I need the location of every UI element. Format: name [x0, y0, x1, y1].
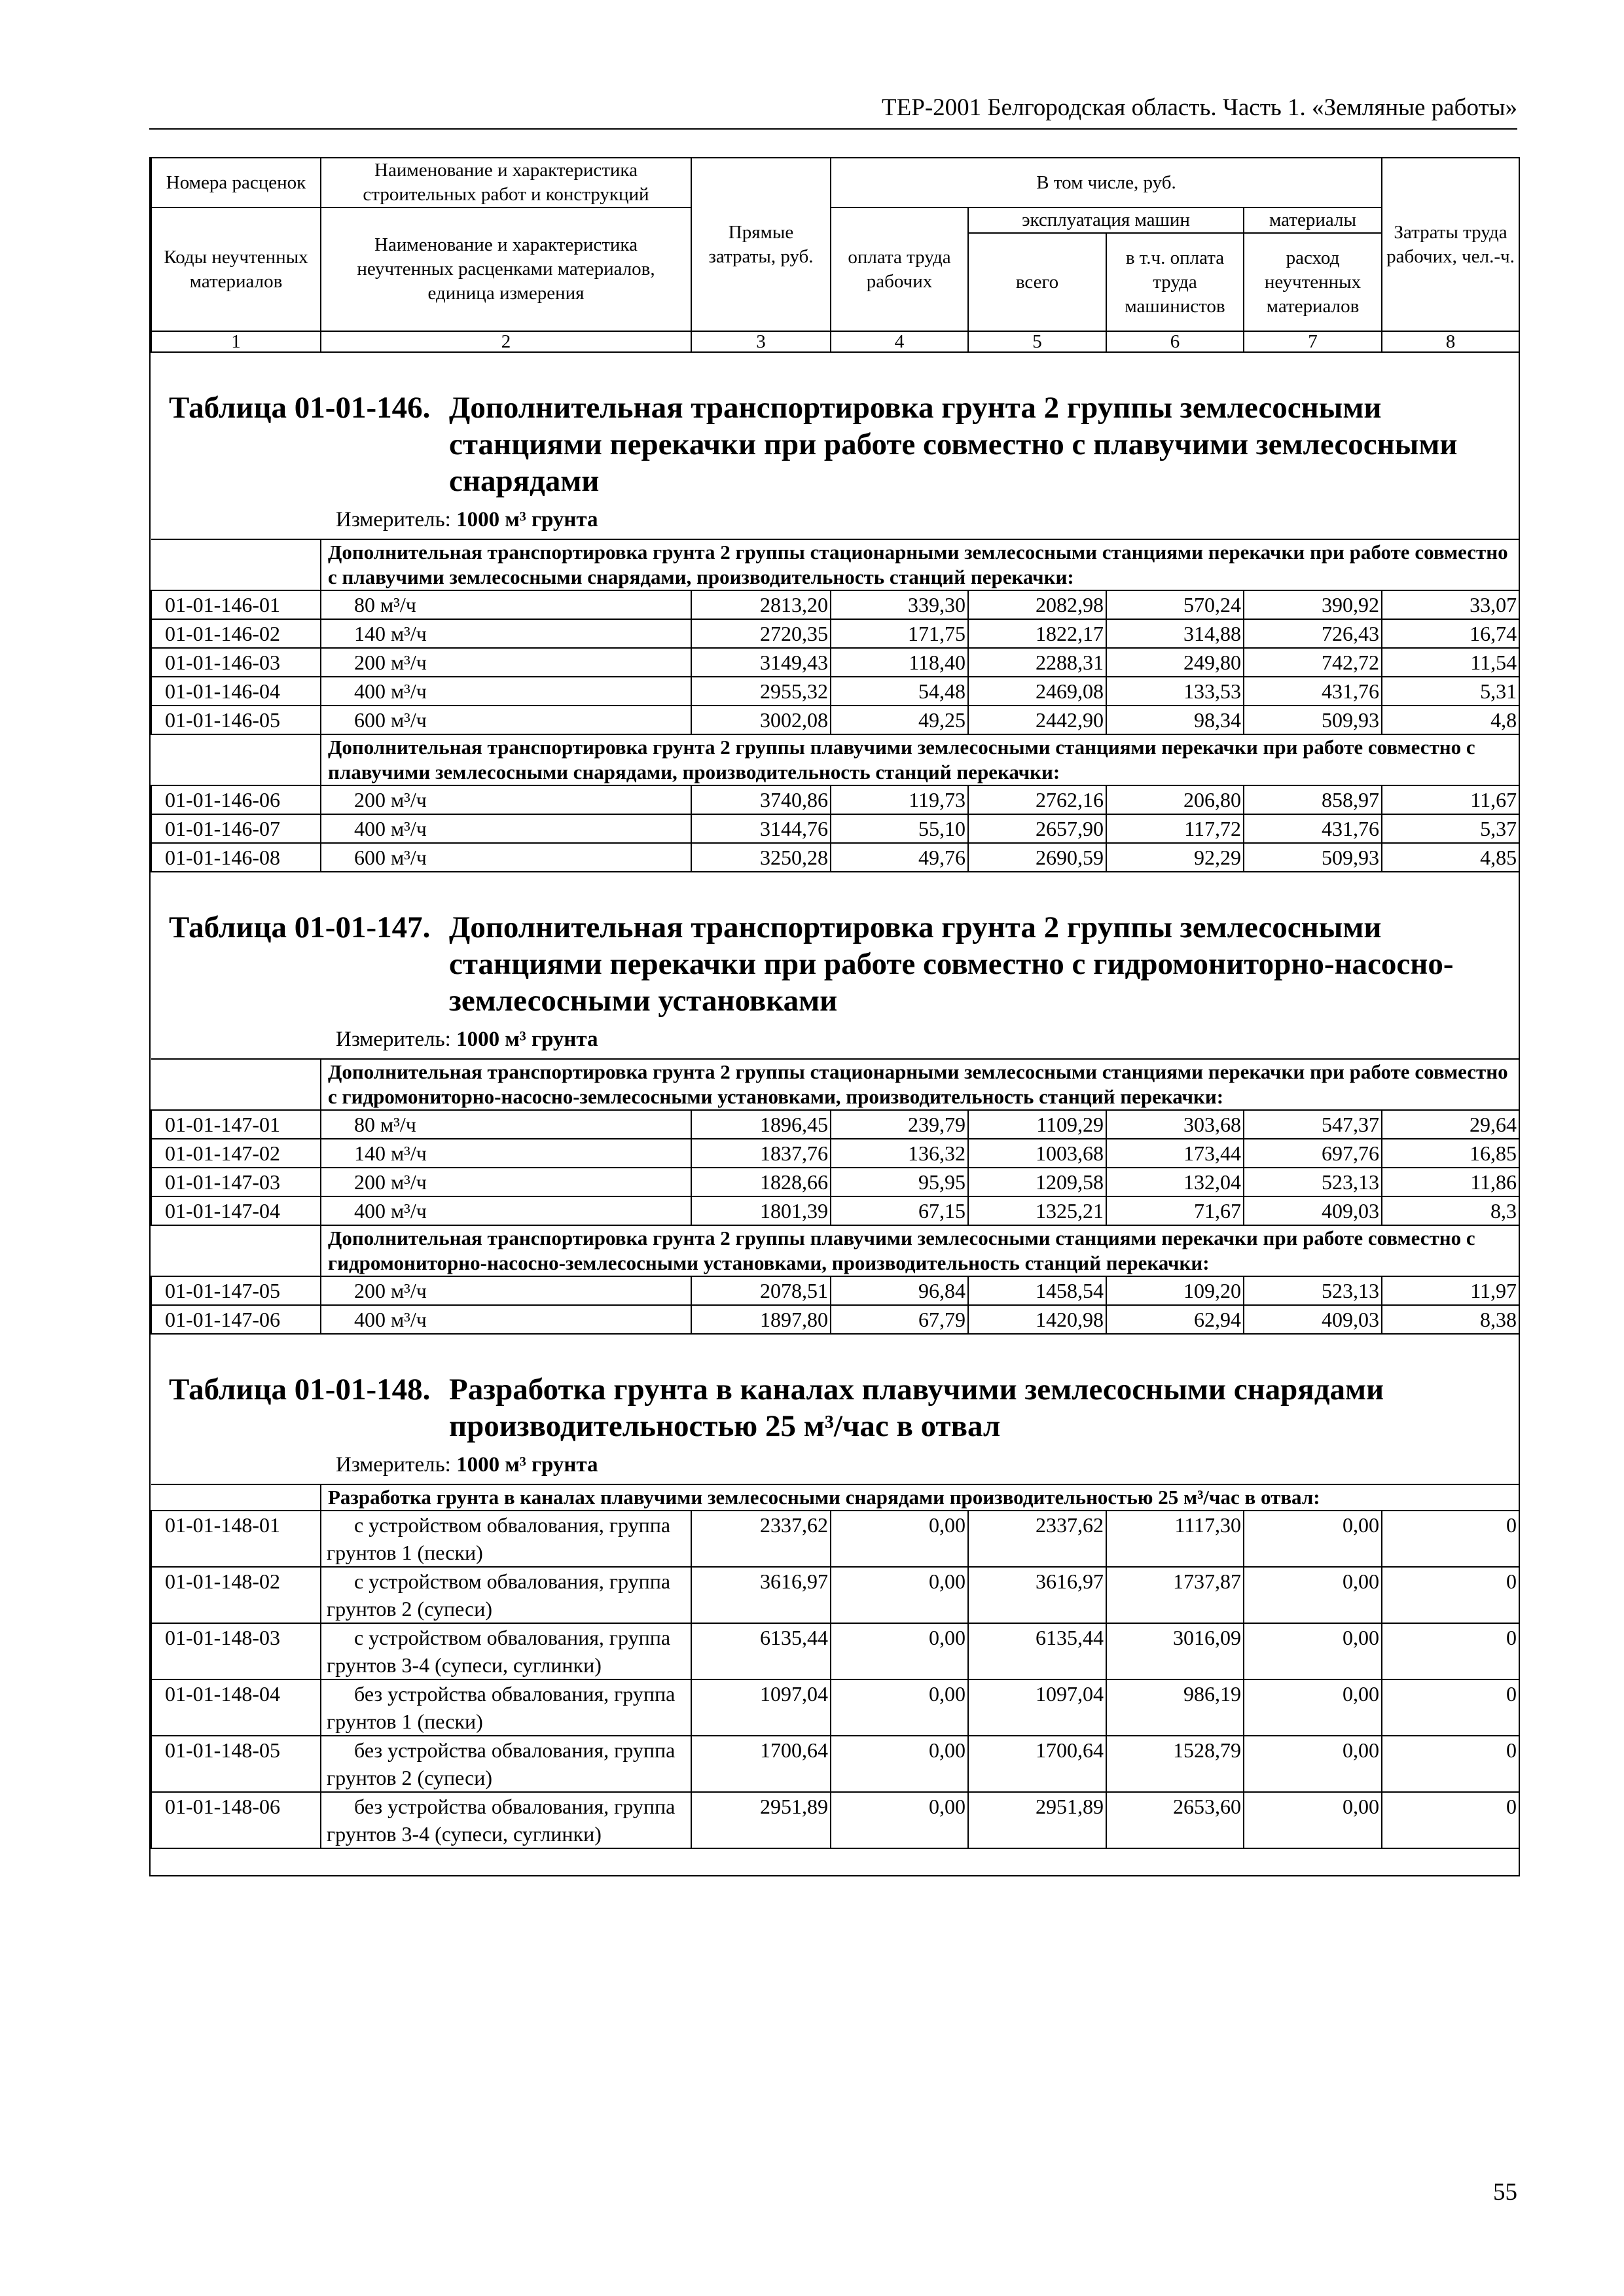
- group-heading-row: [151, 734, 1519, 785]
- header-rule: [149, 128, 1517, 130]
- rate-tables: [151, 353, 1519, 1849]
- table-row: [151, 590, 1519, 619]
- cell-materials: 0,00: [1244, 1792, 1382, 1848]
- rate-table-section: [151, 872, 1519, 1335]
- rate-name: 80 м³/ч: [321, 1110, 691, 1139]
- cell-materials: 697,76: [1244, 1139, 1382, 1168]
- header-machines-total: всего: [968, 233, 1106, 331]
- cell-labor: 0,00: [831, 1511, 968, 1567]
- group-heading: Дополнительная транспортировка грунта 2 группы стационарными землесосными станциями перекачки при работе совместно с гидромониторно-насосно-землесосными установками, производительность станций перекачки:: [321, 1059, 1519, 1110]
- cell-direct: 3149,43: [691, 648, 831, 677]
- cell-materials: 742,72: [1244, 648, 1382, 677]
- cell-drivers: 986,19: [1106, 1679, 1244, 1736]
- header-direct-cost: Прямые затраты, руб.: [691, 158, 831, 331]
- cell-hours: 11,67: [1382, 785, 1519, 814]
- cell-materials: 547,37: [1244, 1110, 1382, 1139]
- cell-machines: 1420,98: [968, 1305, 1106, 1334]
- cell-hours: 11,97: [1382, 1276, 1519, 1305]
- cell-hours: 4,85: [1382, 843, 1519, 872]
- rate-table-section: [151, 1335, 1519, 1849]
- cell-hours: 0: [1382, 1736, 1519, 1792]
- cell-labor: 339,30: [831, 590, 968, 619]
- cell-hours: 0: [1382, 1792, 1519, 1848]
- cell-hours: 16,74: [1382, 619, 1519, 648]
- table-row: [151, 706, 1519, 734]
- group-heading-row: [151, 539, 1519, 590]
- document-sheet: [149, 157, 1520, 1876]
- cell-labor: 239,79: [831, 1110, 968, 1139]
- cell-direct: 1828,66: [691, 1168, 831, 1196]
- rate-name: 200 м³/ч: [321, 785, 691, 814]
- header-material-names: Наименование и характеристика неучтенных расценками материалов, единица измерения: [321, 207, 691, 331]
- cell-materials: 0,00: [1244, 1511, 1382, 1567]
- cell-direct: 1837,76: [691, 1139, 831, 1168]
- column-number: 7: [1244, 331, 1382, 352]
- rate-name: 200 м³/ч: [321, 648, 691, 677]
- cell-machines: 1109,29: [968, 1110, 1106, 1139]
- column-number: 3: [691, 331, 831, 352]
- cell-materials: 726,43: [1244, 619, 1382, 648]
- table-heading: Дополнительная транспортировка грунта 2 группы землесосными станциями перекачки при работе совместно с гидромониторно-насосно-землесосными установками: [449, 910, 1454, 1018]
- cell-materials: 0,00: [1244, 1567, 1382, 1623]
- cell-hours: 0: [1382, 1567, 1519, 1623]
- header-material-codes: Коды неучтенных материалов: [151, 207, 321, 331]
- table-number: Таблица 01-01-148.: [169, 1372, 431, 1407]
- rate-code: 01-01-148-01: [151, 1511, 321, 1567]
- cell-materials: 858,97: [1244, 785, 1382, 814]
- cell-labor: 136,32: [831, 1139, 968, 1168]
- cell-materials: 390,92: [1244, 590, 1382, 619]
- cell-labor: 67,15: [831, 1196, 968, 1225]
- cell-labor: 118,40: [831, 648, 968, 677]
- cell-labor: 49,25: [831, 706, 968, 734]
- cell-machines: 2082,98: [968, 590, 1106, 619]
- table-row: [151, 1276, 1519, 1305]
- cell-drivers: 314,88: [1106, 619, 1244, 648]
- cell-labor: 0,00: [831, 1679, 968, 1736]
- cell-hours: 33,07: [1382, 590, 1519, 619]
- group-heading: Дополнительная транспортировка грунта 2 группы плавучими землесосными станциями перекачки при работе совместно с плавучими землесосными снарядами, производительность станций перекачки:: [321, 734, 1519, 785]
- page-number: 55: [1493, 2179, 1517, 2206]
- group-heading: Дополнительная транспортировка грунта 2 группы стационарными землесосными станциями перекачки при работе совместно с плавучими землесосными снарядами, производительность станций перекачки:: [321, 539, 1519, 590]
- rate-name: без устройства обвалования, группа грунтов 2 (супеси): [321, 1736, 691, 1792]
- measure-value: 1000 м³ грунта: [456, 1453, 598, 1477]
- rate-name: 400 м³/ч: [321, 1305, 691, 1334]
- cell-direct: 1097,04: [691, 1679, 831, 1736]
- cell-hours: 8,3: [1382, 1196, 1519, 1225]
- table-title: [151, 872, 1519, 1026]
- cell-direct: 2813,20: [691, 590, 831, 619]
- table-row: [151, 1168, 1519, 1196]
- table-title: [151, 353, 1519, 506]
- cell-machines: 1209,58: [968, 1168, 1106, 1196]
- cell-materials: 431,76: [1244, 814, 1382, 843]
- table-row: [151, 1196, 1519, 1225]
- rate-code: 01-01-147-03: [151, 1168, 321, 1196]
- table-row: [151, 814, 1519, 843]
- group-heading-spacer: [151, 734, 321, 785]
- cell-labor: 67,79: [831, 1305, 968, 1334]
- cell-drivers: 92,29: [1106, 843, 1244, 872]
- measure-label: Измеритель:: [336, 1028, 451, 1051]
- cell-direct: 2951,89: [691, 1792, 831, 1848]
- cell-machines: 6135,44: [968, 1623, 1106, 1679]
- cell-machines: 1700,64: [968, 1736, 1106, 1792]
- table-row: [151, 1567, 1519, 1623]
- table-row: [151, 677, 1519, 706]
- cell-direct: 6135,44: [691, 1623, 831, 1679]
- column-number: 6: [1106, 331, 1244, 352]
- rate-code: 01-01-148-02: [151, 1567, 321, 1623]
- rate-name: 400 м³/ч: [321, 677, 691, 706]
- table-row: [151, 1679, 1519, 1736]
- cell-labor: 171,75: [831, 619, 968, 648]
- rates-table: [151, 1058, 1520, 1335]
- rate-name: 200 м³/ч: [321, 1276, 691, 1305]
- cell-drivers: 570,24: [1106, 590, 1244, 619]
- cell-direct: 1897,80: [691, 1305, 831, 1334]
- column-number: 5: [968, 331, 1106, 352]
- rate-code: 01-01-146-01: [151, 590, 321, 619]
- table-row: [151, 1110, 1519, 1139]
- group-heading-spacer: [151, 1484, 321, 1511]
- measure-unit: [151, 506, 1519, 539]
- cell-direct: 2337,62: [691, 1511, 831, 1567]
- cell-drivers: 117,72: [1106, 814, 1244, 843]
- cell-materials: 409,03: [1244, 1305, 1382, 1334]
- rates-table: [151, 1484, 1520, 1849]
- cell-direct: 3616,97: [691, 1567, 831, 1623]
- cell-labor: 0,00: [831, 1736, 968, 1792]
- column-number: 1: [151, 331, 321, 352]
- cell-drivers: 62,94: [1106, 1305, 1244, 1334]
- cell-drivers: 1528,79: [1106, 1736, 1244, 1792]
- column-number: 4: [831, 331, 968, 352]
- rates-table: [151, 539, 1520, 872]
- header-labor-pay: оплата труда рабочих: [831, 207, 968, 331]
- cell-drivers: 1737,87: [1106, 1567, 1244, 1623]
- cell-labor: 0,00: [831, 1792, 968, 1848]
- column-header-table: [151, 157, 1520, 353]
- header-names-cell: Наименование и характеристика строительных работ и конструкций: [321, 158, 691, 207]
- cell-hours: 5,37: [1382, 814, 1519, 843]
- cell-labor: 55,10: [831, 814, 968, 843]
- cell-labor: 119,73: [831, 785, 968, 814]
- header-machines: эксплуатация машин: [968, 207, 1244, 233]
- table-heading: Дополнительная транспортировка грунта 2 группы землесосными станциями перекачки при работе совместно с плавучими землесосными снарядами: [449, 391, 1458, 498]
- rate-code: 01-01-146-07: [151, 814, 321, 843]
- cell-materials: 509,93: [1244, 706, 1382, 734]
- cell-drivers: 3016,09: [1106, 1623, 1244, 1679]
- rate-code: 01-01-147-01: [151, 1110, 321, 1139]
- cell-drivers: 133,53: [1106, 677, 1244, 706]
- table-row: [151, 648, 1519, 677]
- measure-label: Измеритель:: [336, 508, 451, 531]
- cell-machines: 1325,21: [968, 1196, 1106, 1225]
- cell-direct: 2078,51: [691, 1276, 831, 1305]
- rate-code: 01-01-146-02: [151, 619, 321, 648]
- cell-direct: 1801,39: [691, 1196, 831, 1225]
- measure-label: Измеритель:: [336, 1453, 451, 1477]
- rate-name: без устройства обвалования, группа грунтов 3-4 (супеси, суглинки): [321, 1792, 691, 1848]
- header-codes-cell: Номера расценок: [151, 158, 321, 207]
- rate-code: 01-01-147-02: [151, 1139, 321, 1168]
- cell-labor: 96,84: [831, 1276, 968, 1305]
- cell-hours: 11,86: [1382, 1168, 1519, 1196]
- cell-hours: 0: [1382, 1623, 1519, 1679]
- group-heading-spacer: [151, 1059, 321, 1110]
- cell-hours: 0: [1382, 1511, 1519, 1567]
- rate-name: 600 м³/ч: [321, 706, 691, 734]
- cell-machines: 2288,31: [968, 648, 1106, 677]
- header-including: В том числе, руб.: [831, 158, 1382, 207]
- group-heading-row: [151, 1225, 1519, 1276]
- cell-machines: 2657,90: [968, 814, 1106, 843]
- cell-machines: 3616,97: [968, 1567, 1106, 1623]
- cell-drivers: 206,80: [1106, 785, 1244, 814]
- cell-labor: 95,95: [831, 1168, 968, 1196]
- running-title: ТЕР-2001 Белгородская область. Часть 1. «Земляные работы»: [882, 94, 1517, 121]
- header-materials-usage: расход неучтенных материалов: [1244, 233, 1382, 331]
- table-row: [151, 1139, 1519, 1168]
- measure-unit: [151, 1026, 1519, 1058]
- cell-drivers: 1117,30: [1106, 1511, 1244, 1567]
- rate-name: без устройства обвалования, группа грунтов 1 (пески): [321, 1679, 691, 1736]
- group-heading: Разработка грунта в каналах плавучими землесосными снарядами производительностью 25 м³/час в отвал:: [321, 1484, 1519, 1511]
- rate-code: 01-01-146-04: [151, 677, 321, 706]
- rate-code: 01-01-146-06: [151, 785, 321, 814]
- table-row: [151, 785, 1519, 814]
- header-materials: материалы: [1244, 207, 1382, 233]
- table-row: [151, 1305, 1519, 1334]
- rate-code: 01-01-146-05: [151, 706, 321, 734]
- cell-labor: 49,76: [831, 843, 968, 872]
- table-row: [151, 1623, 1519, 1679]
- rate-code: 01-01-147-06: [151, 1305, 321, 1334]
- rate-code: 01-01-148-04: [151, 1679, 321, 1736]
- group-heading-row: [151, 1484, 1519, 1511]
- cell-drivers: 71,67: [1106, 1196, 1244, 1225]
- cell-machines: 2442,90: [968, 706, 1106, 734]
- measure-value: 1000 м³ грунта: [456, 1028, 598, 1051]
- table-row: [151, 1736, 1519, 1792]
- cell-labor: 54,48: [831, 677, 968, 706]
- rate-name: с устройством обвалования, группа грунтов 1 (пески): [321, 1511, 691, 1567]
- column-number: 8: [1382, 331, 1519, 352]
- cell-direct: 3740,86: [691, 785, 831, 814]
- measure-value: 1000 м³ грунта: [456, 508, 598, 531]
- rate-code: 01-01-148-06: [151, 1792, 321, 1848]
- rate-code: 01-01-147-05: [151, 1276, 321, 1305]
- rate-table-section: [151, 353, 1519, 872]
- table-row: [151, 1792, 1519, 1848]
- rate-code: 01-01-148-05: [151, 1736, 321, 1792]
- cell-drivers: 173,44: [1106, 1139, 1244, 1168]
- cell-direct: 3144,76: [691, 814, 831, 843]
- cell-materials: 509,93: [1244, 843, 1382, 872]
- rate-name: 140 м³/ч: [321, 619, 691, 648]
- cell-hours: 8,38: [1382, 1305, 1519, 1334]
- cell-hours: 11,54: [1382, 648, 1519, 677]
- cell-hours: 5,31: [1382, 677, 1519, 706]
- cell-materials: 409,03: [1244, 1196, 1382, 1225]
- bottom-gap: [151, 1849, 1519, 1875]
- cell-machines: 2951,89: [968, 1792, 1106, 1848]
- rate-name: с устройством обвалования, группа грунтов 2 (супеси): [321, 1567, 691, 1623]
- rate-code: 01-01-146-08: [151, 843, 321, 872]
- rate-name: 400 м³/ч: [321, 1196, 691, 1225]
- group-heading-row: [151, 1059, 1519, 1110]
- group-heading-spacer: [151, 539, 321, 590]
- table-title: [151, 1335, 1519, 1451]
- cell-materials: 0,00: [1244, 1736, 1382, 1792]
- cell-direct: 3250,28: [691, 843, 831, 872]
- cell-hours: 16,85: [1382, 1139, 1519, 1168]
- cell-machines: 2469,08: [968, 677, 1106, 706]
- column-number: 2: [321, 331, 691, 352]
- header-machinist-pay: в т.ч. оплата труда машинистов: [1106, 233, 1244, 331]
- cell-labor: 0,00: [831, 1567, 968, 1623]
- cell-drivers: 109,20: [1106, 1276, 1244, 1305]
- cell-hours: 0: [1382, 1679, 1519, 1736]
- table-heading: Разработка грунта в каналах плавучими землесосными снарядами производительностью 25 м³/час в отвал: [449, 1372, 1384, 1443]
- rate-code: 01-01-146-03: [151, 648, 321, 677]
- cell-direct: 3002,08: [691, 706, 831, 734]
- table-row: [151, 619, 1519, 648]
- table-row: [151, 1511, 1519, 1567]
- group-heading-spacer: [151, 1225, 321, 1276]
- cell-drivers: 303,68: [1106, 1110, 1244, 1139]
- cell-machines: 2690,59: [968, 843, 1106, 872]
- cell-drivers: 98,34: [1106, 706, 1244, 734]
- cell-direct: 1700,64: [691, 1736, 831, 1792]
- table-number: Таблица 01-01-146.: [169, 391, 431, 425]
- cell-drivers: 132,04: [1106, 1168, 1244, 1196]
- cell-materials: 0,00: [1244, 1679, 1382, 1736]
- group-heading: Дополнительная транспортировка грунта 2 группы плавучими землесосными станциями перекачки при работе совместно с гидромониторно-насосно-землесосными установками, производительность станций перекачки:: [321, 1225, 1519, 1276]
- cell-drivers: 2653,60: [1106, 1792, 1244, 1848]
- rate-name: 200 м³/ч: [321, 1168, 691, 1196]
- cell-hours: 29,64: [1382, 1110, 1519, 1139]
- cell-materials: 523,13: [1244, 1168, 1382, 1196]
- measure-unit: [151, 1451, 1519, 1484]
- cell-machines: 2762,16: [968, 785, 1106, 814]
- cell-machines: 2337,62: [968, 1511, 1106, 1567]
- rate-code: 01-01-148-03: [151, 1623, 321, 1679]
- cell-materials: 0,00: [1244, 1623, 1382, 1679]
- rate-name: с устройством обвалования, группа грунтов 3-4 (супеси, суглинки): [321, 1623, 691, 1679]
- table-row: [151, 843, 1519, 872]
- cell-machines: 1003,68: [968, 1139, 1106, 1168]
- cell-direct: 2720,35: [691, 619, 831, 648]
- rate-name: 140 м³/ч: [321, 1139, 691, 1168]
- cell-hours: 4,8: [1382, 706, 1519, 734]
- rate-name: 600 м³/ч: [321, 843, 691, 872]
- cell-labor: 0,00: [831, 1623, 968, 1679]
- cell-direct: 1896,45: [691, 1110, 831, 1139]
- cell-drivers: 249,80: [1106, 648, 1244, 677]
- rate-name: 400 м³/ч: [321, 814, 691, 843]
- table-number: Таблица 01-01-147.: [169, 910, 431, 944]
- header-labor-hours: Затраты труда рабочих, чел.-ч.: [1382, 158, 1519, 331]
- cell-materials: 431,76: [1244, 677, 1382, 706]
- cell-machines: 1458,54: [968, 1276, 1106, 1305]
- rate-name: 80 м³/ч: [321, 590, 691, 619]
- cell-machines: 1097,04: [968, 1679, 1106, 1736]
- cell-direct: 2955,32: [691, 677, 831, 706]
- cell-machines: 1822,17: [968, 619, 1106, 648]
- cell-materials: 523,13: [1244, 1276, 1382, 1305]
- rate-code: 01-01-147-04: [151, 1196, 321, 1225]
